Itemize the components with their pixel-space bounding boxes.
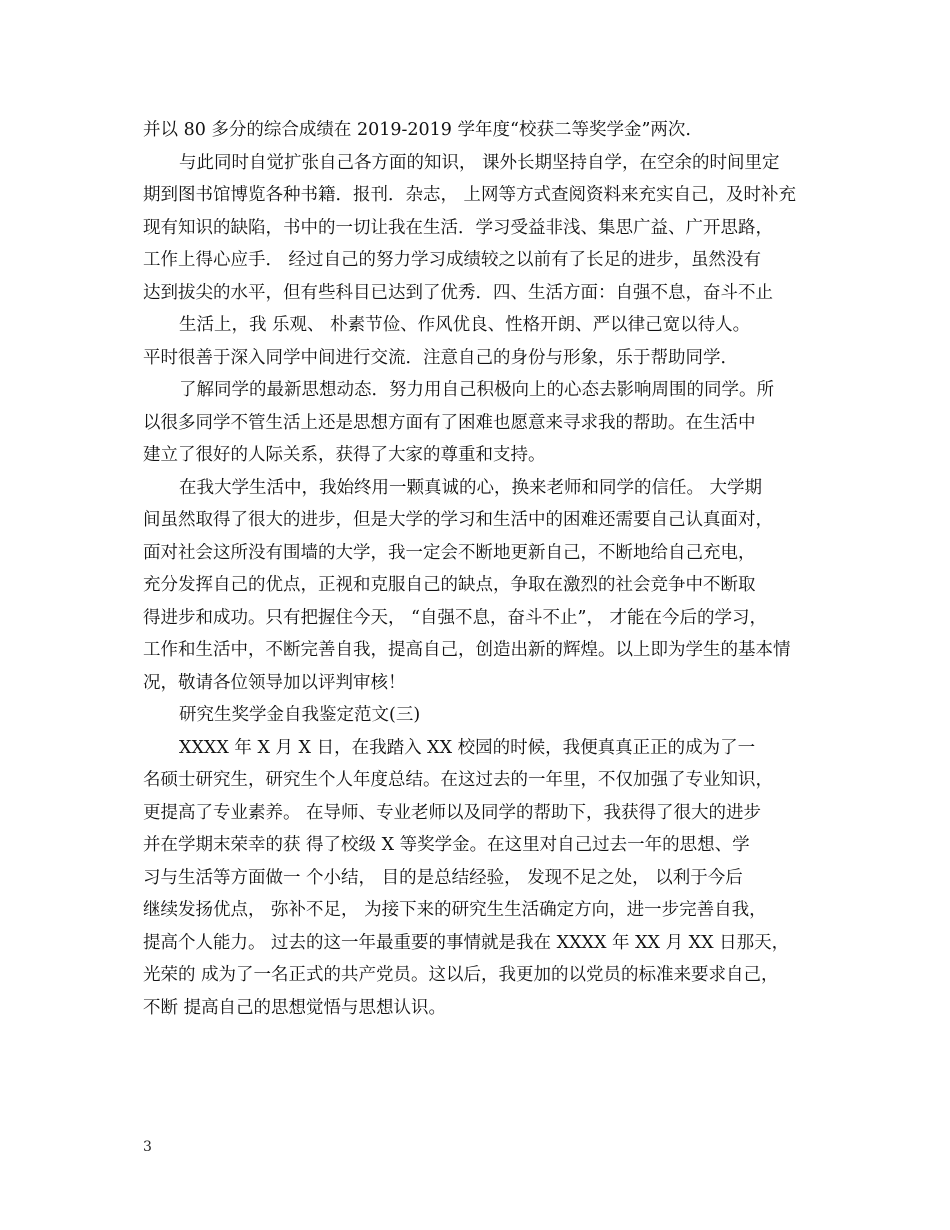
document-body <box>143 114 811 1024</box>
text-line: 充分发挥自己的优点，正视和克服自己的缺点，争取在激烈的社会竞争中不断取 <box>143 575 756 595</box>
text-line: 继续发扬优点， 弥补不足， 为接下来的研究生生活确定方向，进一步完善自我， <box>143 900 767 920</box>
text-line: 面对社会这所没有围墙的大学，我一定会不断地更新自己，不断地给自己充电， <box>143 542 756 563</box>
text-line: 与此同时自觉扩张自己各方面的知识， 课外长期坚持自学，在空余的时间里定 <box>179 152 780 173</box>
text-line: 生活上，我 乐观、 朴素节俭、作风优良、性格开朗、严以律己宽以待人。 <box>179 315 751 335</box>
text-line: 并以 80 多分的综合成绩在 2019-2019 学年度“校获二等奖学金”两次. <box>143 120 691 140</box>
text-line: 提高个人能力。 过去的这一年最重要的事情就是我在 XXXX 年 XX 月 XX 日那天， <box>143 932 790 953</box>
text-line: 现有知识的缺陷，书中的一切让我在生活．学习受益非浅、集思广益、广开思路， <box>143 217 773 238</box>
text-line: 达到拔尖的水平，但有些科目已达到了优秀．四、生活方面：自强不息，奋斗不止 <box>143 282 773 303</box>
text-line: 间虽然取得了很大的进步，但是大学的学习和生活中的困难还需要自己认真面对， <box>143 510 773 530</box>
text-line: 并在学期末荣幸的获 得了校级 X 等奖学金。在这里对自己过去一年的思想、学 <box>143 835 750 855</box>
text-line: 得进步和成功。只有把握住今天， “自强不息，奋斗不止”， 才能在今后的学习， <box>143 607 768 628</box>
text-line: 工作上得心应手． 经过自己的努力学习成绩较之以前有了长足的进步，虽然没有 <box>143 250 762 270</box>
text-line: 不断 提高自己的思想觉悟与思想认识。 <box>143 997 447 1018</box>
text-line: 在我大学生活中，我始终用一颗真诚的心，换来老师和同学的信任。 大学期 <box>179 477 763 498</box>
text-line: 光荣的 成为了一名正式的共产党员。这以后，我更加的以党员的标准来要求自己， <box>143 965 779 985</box>
text-line: 期到图书馆博览各种书籍．报刊．杂志， 上网等方式查阅资料来充实自己，及时补充 <box>143 185 797 205</box>
text-line: 建立了很好的人际关系，获得了大家的尊重和支持。 <box>143 445 546 465</box>
section-heading: 研究生奖学金自我鉴定范文(三) <box>179 705 421 725</box>
page-number: 3 <box>143 1139 152 1155</box>
text-line: 更提高了专业素养。 在导师、专业老师以及同学的帮助下，我获得了很大的进步 <box>143 802 762 823</box>
text-line: 名硕士研究生，研究生个人年度总结。在这过去的一年里，不仅加强了专业知识， <box>143 770 773 790</box>
text-line: 了解同学的最新思想动态．努力用自己积极向上的心态去影响周围的同学。所 <box>179 380 774 400</box>
text-line: XXXX 年 X 月 X 日，在我踏入 XX 校园的时候，我便真真正正的成为了一 <box>179 737 756 758</box>
text-line: 以很多同学不管生活上还是思想方面有了困难也愿意来寻求我的帮助。在生活中 <box>143 412 756 433</box>
text-line: 习与生活等方面做一 个小结， 目的是总结经验， 发现不足之处， 以利于今后 <box>143 867 743 888</box>
text-line: 工作和生活中，不断完善自我，提高自己，创造出新的辉煌。以上即为学生的基本情 <box>143 640 791 660</box>
text-line: 平时很善于深入同学中间进行交流．注意自己的身份与形象，乐于帮助同学． <box>143 347 738 368</box>
text-line: 况，敬请各位领导加以评判审核！ <box>143 672 406 693</box>
